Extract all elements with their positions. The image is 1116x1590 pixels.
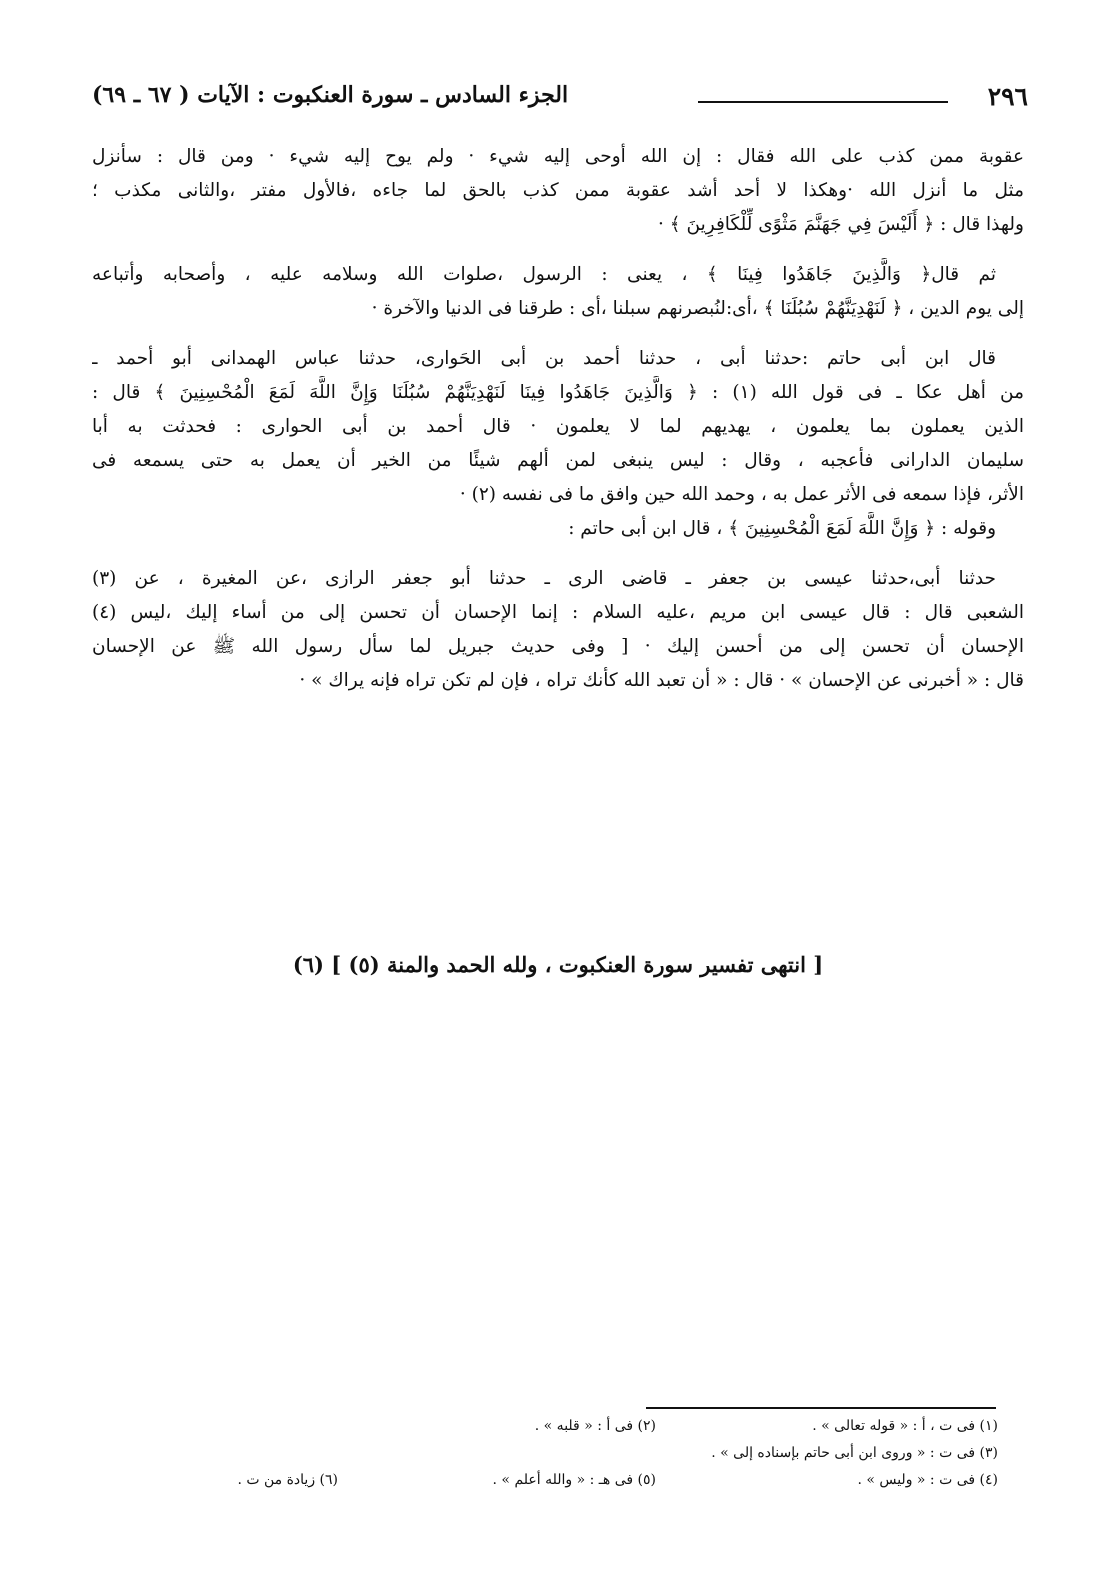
footnote-row <box>120 1472 998 1499</box>
text-line: ولهذا قال : ﴿ أَلَيْسَ فِي جَهَنَّمَ مَثْوًى لِّلْكَافِرِينَ ﴾ · <box>658 214 1024 235</box>
paragraph <box>92 342 1024 546</box>
text-line: الذين يعملون بما يعلمون ، يهديهم لما لا يعلمون · قال أحمد بن أبى الحوارى : فحدثت به أبا <box>92 416 1024 437</box>
text-line: الشعبى قال : قال عيسى ابن مريم ،عليه السلام : إنما الإحسان أن تحسن إلى من أساء إليك ،ليس (٤) <box>92 602 1024 623</box>
running-title: الجزء السادس ـ سورة العنكبوت : الآيات ( ٦٧ ـ ٦٩) <box>92 82 569 108</box>
footnotes <box>120 1418 998 1499</box>
page-header <box>92 80 1028 116</box>
footnote: (٤) فى ت : « وليس » . <box>857 1472 998 1488</box>
footnote-row <box>120 1445 998 1472</box>
paragraph <box>92 562 1024 698</box>
text-line: قال ابن أبى حاتم :حدثنا أبى ، حدثنا أحمد بن أبى الحَوارى، حدثنا عباس الهمدانى أبو أحمد ـ <box>92 348 996 369</box>
text-line: الأثر، فإذا سمعه فى الأثر عمل به ، وحمد الله حين وافق ما فى نفسه (٢) · <box>459 484 1024 505</box>
surah-closing-line: [ انتهى تفسير سورة العنكبوت ، ولله الحمد والمنة (٥) ] (٦) <box>292 952 824 977</box>
header-rule <box>698 101 948 103</box>
text-line: من أهل عكا ـ فى قول الله (١) : ﴿ وَالَّذِينَ جَاهَدُوا فِينَا لَنَهْدِيَنَّهُمْ سُبُلَنَا وَإِنَّ اللَّهَ لَمَعَ الْمُحْسِنِينَ ﴾ قال : <box>92 382 1024 403</box>
footnote: (١) فى ت ، أ : « قوله تعالى » . <box>812 1418 998 1434</box>
page-number: ٢٩٦ <box>987 82 1028 111</box>
text-line: سليمان الدارانى فأعجبه ، وقال : ليس ينبغى لمن ألهم شيئًا من الخير أن يعمل به حتى يسمعه فى <box>92 450 1024 471</box>
paragraph <box>92 258 1024 326</box>
text-line: عقوبة ممن كذب على الله فقال : إن الله أوحى إليه شيء · ولم يوح إليه شيء · ومن قال : سأنزل <box>92 146 1024 167</box>
text-line: قال : « أخبرنى عن الإحسان » · قال : « أن تعبد الله كأنك تراه ، فإن لم تكن تراه فإنه يراك » · <box>299 670 1024 691</box>
text-line: إلى يوم الدين ، ﴿ لَنَهْدِيَنَّهُمْ سُبُلَنَا ﴾ ،أى:لنُبصرنهم سبلنا ،أى : طرقنا فى الدنيا والآخرة · <box>371 298 1024 319</box>
text-line: حدثنا أبى،حدثنا عيسى بن جعفر ـ قاضى الرى ـ حدثنا أبو جعفر الرازى ،عن المغيرة ، عن (٣) <box>92 568 996 589</box>
footnote: (٢) فى أ : « قلبه » . <box>534 1418 656 1434</box>
text-line: وقوله : ﴿ وَإِنَّ اللَّهَ لَمَعَ الْمُحْسِنِينَ ﴾ ، قال ابن أبى حاتم : <box>568 518 996 539</box>
footnote-rule <box>646 1407 996 1409</box>
text-line: الإحسان أن تحسن إلى من أحسن إليك · [ وفى حديث جبريل لما سأل رسول الله ﷺ عن الإحسان <box>92 636 1024 657</box>
text-line: مثل ما أنزل الله ·وهكذا لا أحد أشد عقوبة ممن كذب بالحق لما جاءه ،فالأول مفتر ،والثانى مكذب ؛ <box>92 180 1024 201</box>
paragraph <box>92 140 1024 242</box>
main-text <box>92 140 1024 698</box>
footnote: (٦) زيادة من ت . <box>237 1472 338 1488</box>
text-line: ثم قال﴿ وَالَّذِينَ جَاهَدُوا فِينَا ﴾ ، يعنى : الرسول ،صلوات الله وسلامه عليه ، وأصحابه وأتباعه <box>92 264 996 285</box>
footnote-row <box>120 1418 998 1445</box>
footnote: (٥) فى هـ : « والله أعلم » . <box>492 1472 656 1488</box>
footnote: (٣) فى ت : « وروى ابن أبى حاتم بإسناده إلى » . <box>711 1445 998 1461</box>
